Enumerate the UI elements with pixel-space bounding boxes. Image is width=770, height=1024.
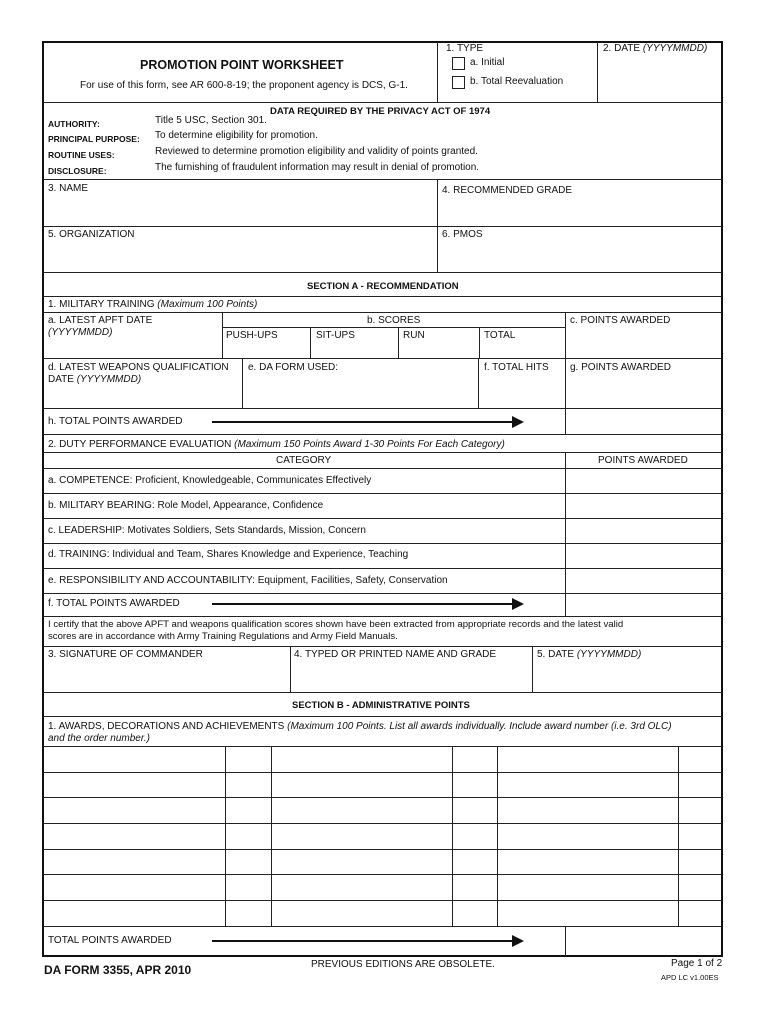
privacy-heading: DATA REQUIRED BY THE PRIVACY ACT OF 1974 xyxy=(270,106,491,117)
points-training-input[interactable] xyxy=(566,544,721,567)
duty-performance-label: 2. DUTY PERFORMANCE EVALUATION (Maximum 150 Points Award 1-30 Points For Each Category) xyxy=(48,439,505,450)
points-military-bearing-input[interactable] xyxy=(566,494,721,517)
section-b-heading: SECTION B - ADMINISTRATIVE POINTS xyxy=(292,700,470,711)
page-number: Page 1 of 2 xyxy=(671,958,723,969)
typed-name-input[interactable] xyxy=(291,662,531,691)
signature-label: 3. SIGNATURE OF COMMANDER xyxy=(48,649,203,660)
category-competence: a. COMPETENCE: Proficient, Knowledgeable, Communicates Effectively xyxy=(48,475,372,486)
purpose-label: PRINCIPAL PURPOSE: xyxy=(48,134,140,144)
points-responsibility-input[interactable] xyxy=(566,569,721,592)
type-label: 1. TYPE xyxy=(446,43,484,54)
run-input[interactable] xyxy=(399,342,478,357)
section-b-total-input[interactable] xyxy=(566,927,721,955)
certify-text-1: I certify that the above APFT and weapons qualification scores shown have been extracted from appropriate records and the latest valid xyxy=(48,619,624,630)
authority-text: Title 5 USC, Section 301. xyxy=(155,115,267,126)
organization-input[interactable] xyxy=(44,241,436,271)
points-awarded-c-input[interactable] xyxy=(566,328,721,357)
authority-label: AUTHORITY: xyxy=(48,119,100,129)
date-label: 2. DATE (YYYYMMDD) xyxy=(603,43,708,54)
version-label: APD LC v1.00ES xyxy=(661,973,719,982)
pushups-label: PUSH-UPS xyxy=(226,330,278,341)
military-training-label: 1. MILITARY TRAINING (Maximum 100 Points) xyxy=(48,299,258,310)
awards-points-column-1[interactable] xyxy=(226,747,270,925)
awards-note: and the order number.) xyxy=(48,733,150,744)
points-awarded-g-input[interactable] xyxy=(566,376,721,407)
awards-points-column-2[interactable] xyxy=(453,747,496,925)
total-input[interactable] xyxy=(480,342,564,357)
total-label: TOTAL xyxy=(484,330,516,341)
total-hits-input[interactable] xyxy=(479,376,564,407)
category-total-points: f. TOTAL POINTS AWARDED xyxy=(48,598,180,609)
type-reevaluation-checkbox[interactable] xyxy=(452,76,465,89)
points-competence-input[interactable] xyxy=(566,469,721,492)
weapons-date-input[interactable] xyxy=(44,388,241,407)
category-responsibility: e. RESPONSIBILITY AND ACCOUNTABILITY: Equipment, Facilities, Safety, Conservation xyxy=(48,575,448,586)
total-points-arrow xyxy=(212,421,522,423)
routine-label: ROUTINE USES: xyxy=(48,150,115,160)
awards-column-2[interactable] xyxy=(272,747,451,925)
apft-date-label: a. LATEST APFT DATE xyxy=(48,315,153,326)
awards-points-column-3[interactable] xyxy=(679,747,721,925)
typed-name-label: 4. TYPED OR PRINTED NAME AND GRADE xyxy=(294,649,497,660)
type-reevaluation-label: b. Total Reevaluation xyxy=(470,76,564,87)
form-subtitle: For use of this form, see AR 600-8-19; the proponent agency is DCS, G-1. xyxy=(80,80,408,91)
category-training: d. TRAINING: Individual and Team, Shares Knowledge and Experience, Teaching xyxy=(48,549,409,560)
date5-label: 5. DATE (YYYYMMDD) xyxy=(537,649,642,660)
form-id: DA FORM 3355, APR 2010 xyxy=(44,963,192,977)
obsolete-notice: PREVIOUS EDITIONS ARE OBSOLETE. xyxy=(311,959,495,970)
type-initial-checkbox[interactable] xyxy=(452,57,465,70)
weapons-date-label: d. LATEST WEAPONS QUALIFICATION xyxy=(48,362,229,373)
disclosure-label: DISCLOSURE: xyxy=(48,166,107,176)
points-awarded-header: POINTS AWARDED xyxy=(598,455,688,466)
da-form-used-input[interactable] xyxy=(243,376,477,407)
section-a-heading: SECTION A - RECOMMENDATION xyxy=(307,281,459,292)
awards-label: 1. AWARDS, DECORATIONS AND ACHIEVEMENTS (Maximum 100 Points. List all awards individually. Include award number (i.e. 3rd OLC) xyxy=(48,721,672,732)
awards-column-3[interactable] xyxy=(498,747,677,925)
disclosure-text: The furnishing of fraudulent information may result in denial of promotion. xyxy=(155,162,480,173)
weapons-date-label-2: DATE (YYYYMMDD) xyxy=(48,374,142,385)
section-b-total-label: TOTAL POINTS AWARDED xyxy=(48,935,172,946)
apft-date-input[interactable] xyxy=(44,340,221,357)
category-military-bearing: b. MILITARY BEARING: Role Model, Appearance, Confidence xyxy=(48,500,324,511)
signature-input[interactable] xyxy=(44,662,289,691)
apft-date-format: (YYYYMMDD) xyxy=(48,327,113,338)
situps-input[interactable] xyxy=(311,342,397,357)
points-awarded-g-label: g. POINTS AWARDED xyxy=(570,362,671,373)
type-initial-label: a. Initial xyxy=(470,57,505,68)
scores-label: b. SCORES xyxy=(367,315,421,326)
duty-total-arrow xyxy=(212,603,522,605)
points-duty-total-input[interactable] xyxy=(566,594,721,615)
total-points-h-input[interactable] xyxy=(566,409,721,433)
pmos-label: 6. PMOS xyxy=(442,229,483,240)
category-leadership: c. LEADERSHIP: Motivates Soldiers, Sets Standards, Mission, Concern xyxy=(48,525,366,536)
section-b-total-arrow xyxy=(212,940,522,942)
grade-label: 4. RECOMMENDED GRADE xyxy=(442,185,573,196)
pushups-input[interactable] xyxy=(223,342,309,357)
da-form-used-label: e. DA FORM USED: xyxy=(248,362,339,373)
organization-label: 5. ORGANIZATION xyxy=(48,229,135,240)
grade-input[interactable] xyxy=(438,197,721,225)
name-label: 3. NAME xyxy=(48,183,89,194)
points-leadership-input[interactable] xyxy=(566,519,721,542)
situps-label: SIT-UPS xyxy=(316,330,355,341)
run-label: RUN xyxy=(403,330,425,341)
certify-text-2: scores are in accordance with Army Training Regulations and Army Field Manuals. xyxy=(48,631,398,642)
points-awarded-c-label: c. POINTS AWARDED xyxy=(570,315,671,326)
awards-column-1[interactable] xyxy=(44,747,224,925)
date5-input[interactable] xyxy=(533,662,721,691)
routine-text: Reviewed to determine promotion eligibility and validity of points granted. xyxy=(155,146,478,157)
name-input[interactable] xyxy=(44,195,436,225)
purpose-text: To determine eligibility for promotion. xyxy=(155,130,318,141)
category-header: CATEGORY xyxy=(276,455,332,466)
total-hits-label: f. TOTAL HITS xyxy=(484,362,549,373)
form-title: PROMOTION POINT WORKSHEET xyxy=(140,58,344,72)
total-points-h-label: h. TOTAL POINTS AWARDED xyxy=(48,416,183,427)
pmos-input[interactable] xyxy=(438,241,721,271)
date-input[interactable] xyxy=(598,55,720,100)
